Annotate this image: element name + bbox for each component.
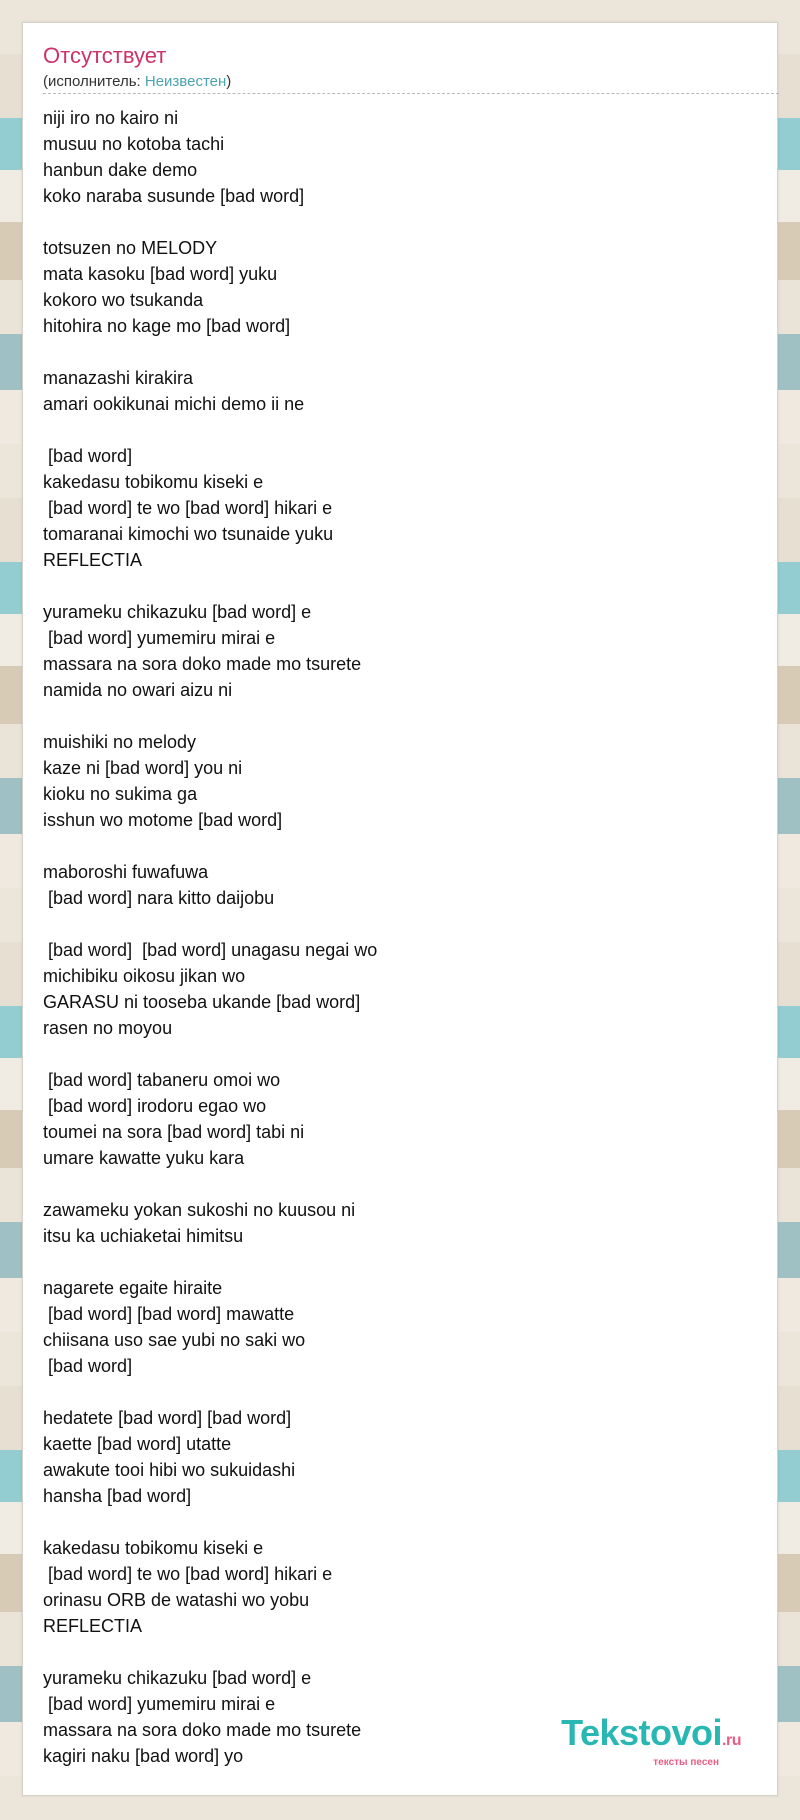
logo-tagline: тексты песен [653,1757,719,1768]
logo-wordmark [561,1712,741,1759]
site-logo [561,1712,741,1769]
artist-line [43,73,231,91]
dashed-divider [43,93,779,94]
lyrics-card [22,22,778,1796]
artist-prefix: (исполнитель: [43,73,145,90]
artist-link[interactable]: Неизвестен [144,73,227,90]
lyrics-text: niji iro no kairo ni musuu no kotoba tachi hanbun dake demo koko naraba susunde [bad word] totsuzen no MELODY mata kasoku [bad word] yuku kokoro wo tsukanda hitohira no kage mo [bad word] manazashi kirakira amari ookikunai michi demo ii ne [bad word] kakedasu tobikomu kiseki e [bad word] te wo [bad word] hikari e tomaranai kimochi wo tsunaide yuku REFLECTIA yurameku chikazuku [bad word] e [bad word] yumemiru mirai e massara na sora doko made mo tsurete namida no owari aizu ni muishiki no melody kaze ni [bad word] you ni kioku no sukima ga isshun wo motome [bad word] maboroshi fuwafuwa [bad word] nara kitto daijobu [bad word] [bad word] unagasu negai wo michibiku oikosu jikan wo GARASU ni tooseba ukande [bad word] rasen no moyou [bad word] tabaneru omoi wo [bad word] irodoru egao wo toumei na sora [bad word] tabi ni umare kawatte yuku kara zawameku yokan sukoshi no kuusou ni itsu ka uchiaketai himitsu nagarete egaite hiraite [bad word] [bad word] mawatte chiisana uso sae yubi no saki wo [bad word] hedatete [bad word] [bad word] kaette [bad word] utatte awakute tooi hibi wo sukuidashi hansha [bad word] kakedasu tobikomu kiseki e [bad word] te wo [bad word] hikari e orinasu ORB de watashi wo yobu REFLECTIA yurameku chikazuku [bad word] e [bad word] yumemiru mirai e massara na sora doko made mo tsurete kagiri naku [bad word] yo [43,108,378,1766]
artist-suffix: ) [226,73,232,90]
logo-domain-suffix: .ru [722,1732,741,1749]
logo-brand: Tekstovoi [561,1712,723,1753]
song-title: Отсутствует [43,43,167,68]
